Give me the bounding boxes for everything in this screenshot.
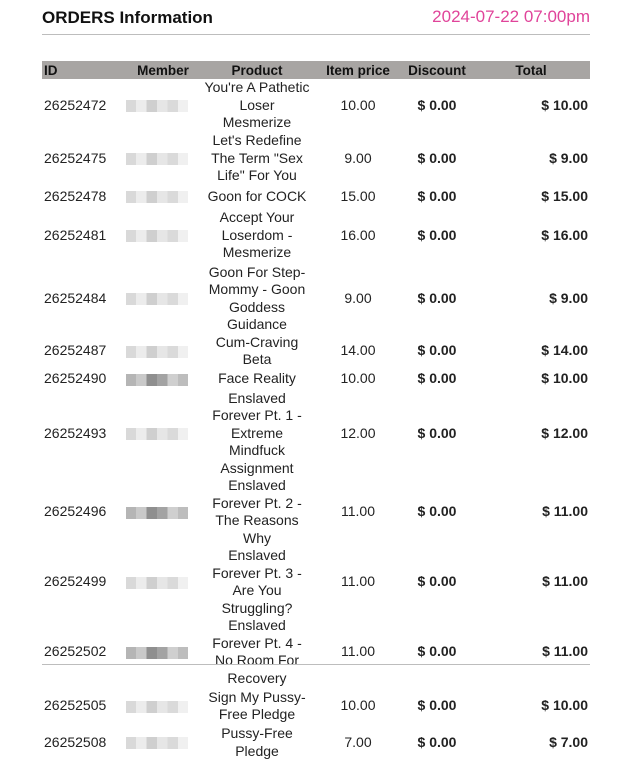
order-id: 26252502 — [44, 643, 107, 660]
discount: $ 0.00 — [417, 424, 457, 441]
table-row — [42, 547, 590, 617]
member-redacted — [126, 79, 200, 132]
order-id: 26252478 — [44, 187, 107, 204]
order-id: 26252487 — [44, 342, 107, 359]
column-header-member: Member — [126, 61, 200, 79]
discount: $ 0.00 — [417, 643, 457, 660]
product-name: Enslaved Forever Pt. 3 - Are You Struggling? — [212, 547, 302, 616]
item-price: 10.00 — [340, 697, 376, 714]
product-name: You're A Pathetic Loser Mesmerize — [204, 79, 310, 130]
timestamp: 2024-07-22 07:00pm — [432, 7, 590, 26]
item-price: 15.00 — [340, 187, 376, 204]
member-redacted — [126, 687, 200, 725]
table-row — [42, 725, 590, 760]
column-header-total: Total — [472, 61, 590, 79]
total: $ 7.00 — [549, 733, 588, 750]
orders-table — [42, 61, 590, 760]
order-id: 26252484 — [44, 289, 107, 306]
discount: $ 0.00 — [417, 226, 457, 243]
member-redacted — [126, 547, 200, 617]
column-header-item-price: Item price — [314, 61, 402, 79]
table-row — [42, 687, 590, 725]
discount: $ 0.00 — [417, 733, 457, 750]
item-price: 14.00 — [340, 342, 376, 359]
discount: $ 0.00 — [417, 370, 457, 387]
discount: $ 0.00 — [417, 187, 457, 204]
column-header-discount: Discount — [402, 61, 472, 79]
member-redacted — [126, 369, 200, 390]
member-redacted — [126, 725, 200, 760]
item-price: 10.00 — [340, 370, 376, 387]
order-id: 26252496 — [44, 503, 107, 520]
total: $ 11.00 — [542, 643, 588, 660]
item-price: 10.00 — [340, 96, 376, 113]
item-price: 16.00 — [340, 226, 376, 243]
column-header-id: ID — [42, 61, 126, 79]
discount: $ 0.00 — [417, 342, 457, 359]
column-header-product: Product — [200, 61, 314, 79]
product-name: Enslaved Forever Pt. 4 - No Room For Recovery — [212, 617, 302, 686]
item-price: 7.00 — [344, 733, 372, 750]
page-title: ORDERS Information — [42, 8, 213, 27]
table-row — [42, 208, 590, 264]
member-redacted — [126, 208, 200, 264]
member-redacted — [126, 186, 200, 208]
table-row — [42, 132, 590, 186]
total: $ 14.00 — [541, 342, 588, 359]
table-row — [42, 79, 590, 132]
total: $ 10.00 — [541, 96, 588, 113]
item-price: 12.00 — [340, 424, 376, 441]
item-price: 9.00 — [344, 289, 372, 306]
bottom-divider — [42, 664, 590, 665]
order-id: 26252508 — [44, 733, 107, 750]
member-redacted — [126, 132, 200, 186]
member-redacted — [126, 477, 200, 547]
product-name: Let's Redefine The Term "Sex Life" For You — [211, 132, 303, 184]
total: $ 10.00 — [541, 697, 588, 714]
total: $ 10.00 — [541, 370, 588, 387]
table-row — [42, 617, 590, 687]
order-id: 26252499 — [44, 573, 107, 590]
product-name: Sign My Pussy-Free Pledge — [208, 688, 306, 722]
member-redacted — [126, 617, 200, 687]
discount: $ 0.00 — [417, 697, 457, 714]
order-id: 26252475 — [44, 149, 107, 166]
table-row — [42, 186, 590, 208]
member-redacted — [126, 264, 200, 334]
item-price: 11.00 — [341, 503, 375, 520]
total: $ 11.00 — [542, 573, 588, 590]
orders-table-body — [42, 79, 590, 760]
order-id: 26252490 — [44, 370, 107, 387]
item-price: 9.00 — [344, 149, 372, 166]
order-id: 26252493 — [44, 424, 107, 441]
discount: $ 0.00 — [417, 573, 457, 590]
table-row — [42, 390, 590, 478]
product-name: Cum-Craving Beta — [215, 333, 299, 367]
total: $ 12.00 — [541, 424, 588, 441]
discount: $ 0.00 — [417, 289, 457, 306]
total: $ 9.00 — [549, 289, 588, 306]
order-id: 26252505 — [44, 697, 107, 714]
member-redacted — [126, 390, 200, 478]
total: $ 9.00 — [549, 149, 588, 166]
product-name: Pussy-Free Pledge — [221, 725, 293, 759]
table-row — [42, 264, 590, 334]
discount: $ 0.00 — [417, 503, 457, 520]
table-row — [42, 334, 590, 369]
product-name: Enslaved Forever Pt. 2 - The Reasons Why — [212, 477, 302, 546]
order-id: 26252472 — [44, 96, 107, 113]
total: $ 15.00 — [541, 187, 588, 204]
orders-header — [42, 4, 590, 35]
order-id: 26252481 — [44, 226, 107, 243]
table-row — [42, 369, 590, 390]
total: $ 11.00 — [542, 503, 588, 520]
total: $ 16.00 — [541, 226, 588, 243]
item-price: 11.00 — [341, 573, 375, 590]
item-price: 11.00 — [341, 643, 375, 660]
product-name: Goon for COCK — [207, 187, 307, 204]
product-name: Face Reality — [218, 370, 296, 387]
member-redacted — [126, 334, 200, 369]
table-header-row — [42, 61, 590, 79]
discount: $ 0.00 — [417, 149, 457, 166]
table-row — [42, 477, 590, 547]
product-name: Enslaved Forever Pt. 1 - Extreme Mindfuck Assignment — [212, 389, 302, 476]
product-name: Accept Your Loserdom - Mesmerize — [219, 209, 295, 261]
product-name: Goon For Step-Mommy - Goon Goddess Guidance — [208, 263, 306, 332]
discount: $ 0.00 — [417, 96, 457, 113]
